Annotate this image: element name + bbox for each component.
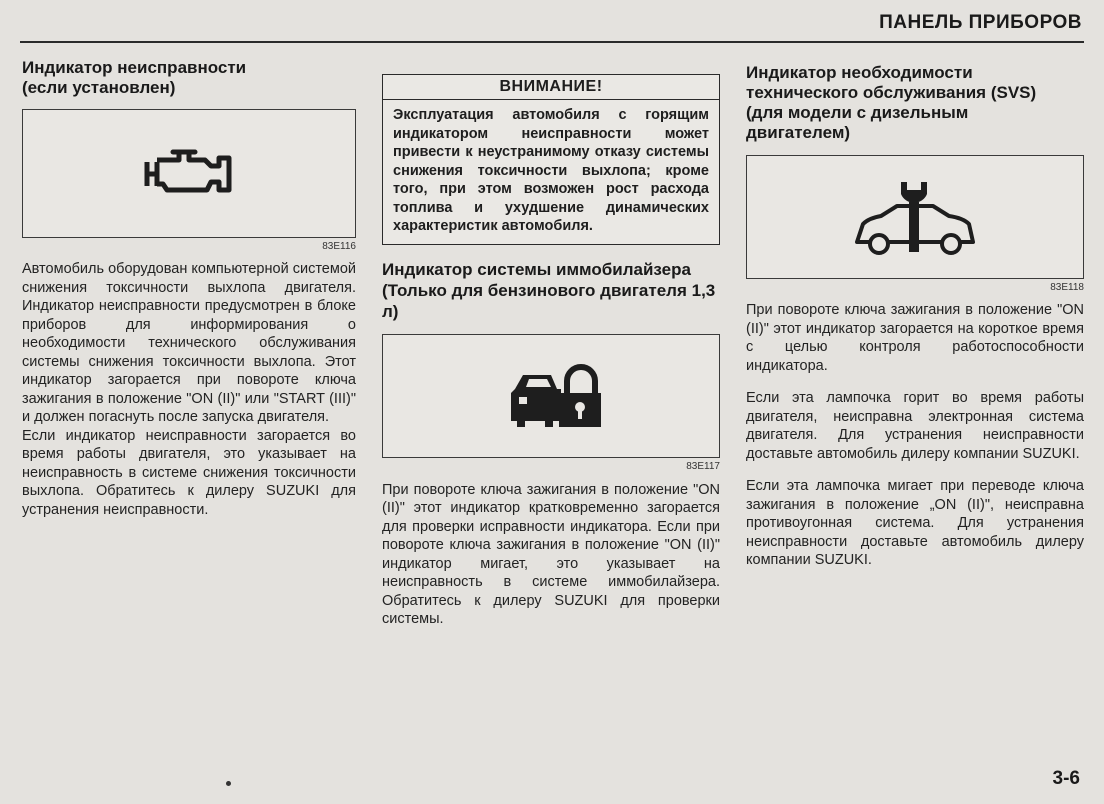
malfunction-fig-code: 83E116 [322,241,356,252]
service-wrench-icon [851,178,979,262]
bullet-mark [226,781,231,786]
immobilizer-heading: Индикатор системы иммобилайзера (Только для бензинового двигателя 1,3 л) [382,259,716,321]
header-rule [20,41,1084,43]
svs-body: При повороте ключа зажигания в положение "ON (II)" этот индикатор загорается на короткое время с целью контроля работоспособности индикатора. [746,302,1084,374]
malfunction-body-2: Если индикатор неисправности загорается во время работы двигателя, это указывает на неисправность в системе снижения токсичности выхлопа. Обратитесь к дилеру SUZUKI для устранения неисправности. [22,427,356,518]
svs-body-3: Если эта лампочка мигает при переводе ключа зажигания в положение „ON (II)", неисправна противоугонная система. Для устранения неисправности доставьте автомобиль дилеру компании SUZUKI. [746,478,1084,568]
malfunction-figure [22,109,356,238]
immobilizer-lock-icon [507,363,603,433]
page-header-title: ПАНЕЛЬ ПРИБОРОВ [879,12,1082,33]
column-immobilizer [382,74,720,629]
warning-title: ВНИМАНИЕ! [383,75,719,100]
svs-fig-code: 83E118 [1050,282,1084,293]
warning-box [382,74,720,245]
warning-text: Эксплуатация автомобиля с горящим индикатором неисправности может привести к неустранимому отказу системы снижения токсичности выхлопа; кроме того, при этом возможен рост расхода топлива и ухудшение динамических характеристик автомобиля. [393,107,709,234]
immobilizer-figure [382,334,720,458]
svs-figure [746,155,1084,279]
page-number: 3-6 [1052,768,1080,789]
svs-heading: Индикатор необходимости технического обслуживания (SVS) (для модели с дизельным двигателем) [746,63,1037,142]
immobilizer-fig-code: 83E117 [686,460,720,472]
column-svs-indicator [746,63,1084,570]
svs-body-2: Если эта лампочка горит во время работы двигателя, неисправна электронная система двигателя. Для устранения неисправности доставьте автомобиль дилеру компании SUZUKI. [746,390,1084,462]
check-engine-icon [143,140,243,204]
malfunction-body: Автомобиль оборудован компьютерной системой снижения токсичности выхлопа двигателя. Индикатор неисправности предусмотрен в блоке приборов для информирования о необходимости технического обслуживания системы снижения токсичности выхлопа. Этот индикатор загорается при повороте ключа зажигания в положение "ON (II)" или "START (III)" и должен погаснуть после запуска двигателя. [22,261,356,425]
immobilizer-body: При повороте ключа зажигания в положение "ON (II)" этот индикатор кратковременно загорается для проверки исправности индикатора. Если при повороте ключа зажигания в положение "ON (II)" индикатор мигает, это указывает на неисправность в системе иммобилайзера. Обратитесь к дилеру SUZUKI для проверки системы. [382,481,720,627]
column-malfunction-indicator [22,58,356,519]
malfunction-heading: Индикатор неисправности (если установлен) [22,58,247,97]
